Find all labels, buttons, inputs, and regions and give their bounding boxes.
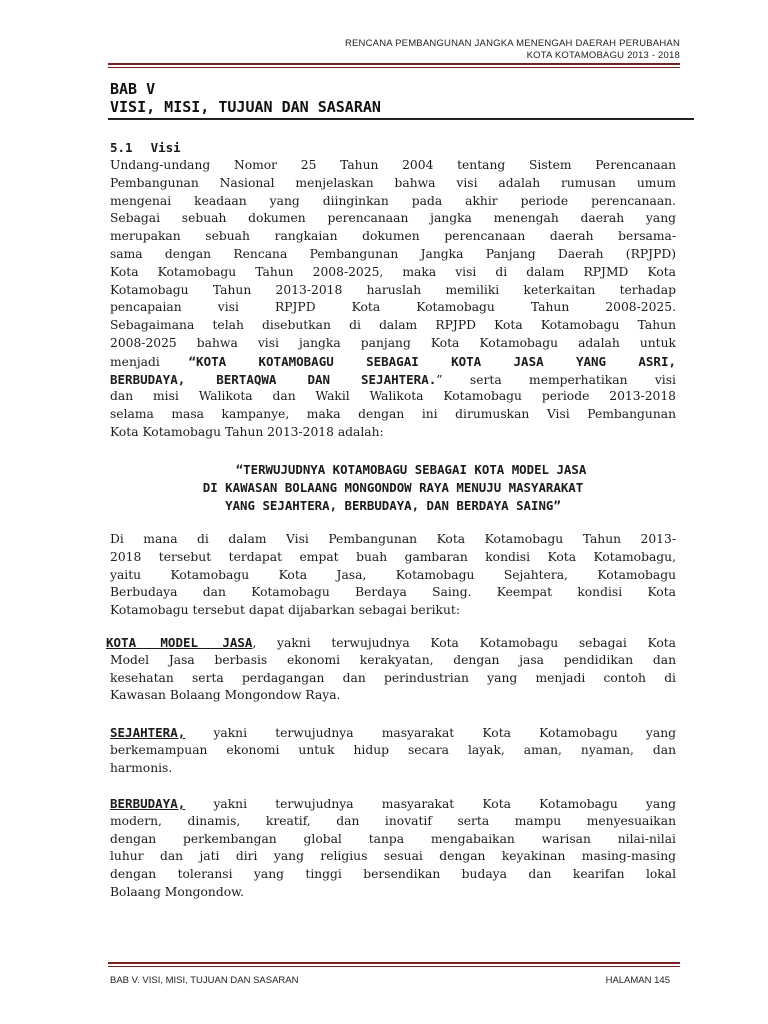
text-line: Undang-undang Nomor 25 Tahun 2004 tentang Sistem Perencanaan xyxy=(110,158,676,172)
text-line: Di mana di dalam Visi Pembangunan Kota Kotamobagu Tahun 2013- xyxy=(110,532,676,546)
long-term-vision-1: “KOTA KOTAMOBAGU SEBAGAI KOTA JASA YANG ASRI, xyxy=(188,353,677,369)
text-line: Sebagaimana telah disebutkan di dalam RPJPD Kota Kotamobagu Tahun xyxy=(110,318,676,333)
text-line: Kota Kotamobagu Tahun 2008-2025, maka visi di dalam RPJMD Kota xyxy=(110,264,676,279)
text-line: Pembangunan Nasional menjelaskan bahwa visi adalah rumusan umum xyxy=(110,175,676,190)
text-line: Kawasan Bolaang Mongondow Raya. xyxy=(110,688,341,703)
text-line: sama dengan Rencana Pembangunan Jangka Panjang Daerah (RPJPD) xyxy=(110,246,676,261)
footer-rule-thin xyxy=(108,966,680,967)
text-line: harmonis. xyxy=(110,760,173,775)
header-line-1: RENCANA PEMBANGUNAN JANGKA MENENGAH DAERAH PERUBAHAN xyxy=(344,38,680,49)
text-line: dengan toleransi yang tinggi bersendikan budaya dan kearifan lokal xyxy=(110,867,676,882)
chapter-title: VISI, MISI, TUJUAN DAN SASARAN xyxy=(110,98,381,116)
text-line: merupakan sebuah rangkaian dokumen perencanaan daerah bersama- xyxy=(110,229,676,244)
text-line: 2008-2025 bahwa visi jangka panjang Kota Kotamobagu adalah untuk xyxy=(110,335,676,350)
text-line: Bolaang Mongondow. xyxy=(110,884,245,899)
footer-chapter: BAB V. VISI, MISI, TUJUAN DAN SASARAN xyxy=(110,975,299,986)
section-heading xyxy=(110,140,181,155)
item-term: KOTA MODEL JASA xyxy=(106,635,253,650)
chapter-heading xyxy=(110,80,381,116)
header-rule-thin xyxy=(108,67,680,68)
header-line-2: KOTA KOTAMOBAGU 2013 - 2018 xyxy=(526,50,680,61)
intro-paragraph xyxy=(110,157,676,442)
item-berbudaya xyxy=(110,795,676,902)
text-line: pencapaian visi RPJPD Kota Kotamobagu Tahun 2008-2025. xyxy=(110,300,676,315)
item-sejahtera xyxy=(110,724,676,777)
text-line: Sebagai sebuah dokumen perencanaan jangka menengah daerah yang xyxy=(110,211,676,226)
text-line: Berbudaya dan Kotamobagu Berdaya Saing. Keempat kondisi Kota xyxy=(110,585,676,600)
vision-line: YANG SEJAHTERA, BERBUDAYA, DAN BERDAYA SAING” xyxy=(225,498,561,513)
text-line-vision: menjadi “KOTA KOTAMOBAGU SEBAGAI KOTA JASA YANG ASRI, xyxy=(110,353,677,369)
text-line: dan misi Walikota dan Wakil Walikota Kotamobagu periode 2013-2018 xyxy=(110,389,676,404)
item-first-line: KOTA MODEL JASA, yakni terwujudnya Kota Kotamobagu sebagai Kota xyxy=(106,635,676,650)
chapter-number: BAB V xyxy=(110,80,156,98)
text-line: mengenai keadaan yang diinginkan pada akhir periode perencanaan. xyxy=(110,193,676,208)
vision-statement xyxy=(108,461,678,515)
section-title: Visi xyxy=(150,140,181,155)
long-term-vision-2: BERBUDAYA, BERTAQWA DAN SEJAHTERA. xyxy=(110,371,437,387)
text-line: Kota Kotamobagu Tahun 2013-2018 adalah: xyxy=(110,424,384,439)
vision-line: “TERWUJUDNYA KOTAMOBAGU SEBAGAI KOTA MODEL JASA xyxy=(235,462,587,477)
text-line: Kotamobagu Tahun 2013-2018 haruslah memiliki keterkaitan terhadap xyxy=(110,282,676,297)
text-line: selama masa kampanye, maka dengan ini dirumuskan Visi Pembangunan xyxy=(110,407,676,422)
section-number: 5.1 xyxy=(110,140,133,155)
text-line: dengan perkembangan global tanpa mengabaikan warisan nilai-nilai xyxy=(110,831,676,846)
text-line: 2018 tersebut terdapat empat buah gambaran kondisi Kota Kotamobagu, xyxy=(110,549,676,564)
text-line: kesehatan serta perdagangan dan perindustrian yang menjadi contoh di xyxy=(110,670,676,685)
chapter-rule xyxy=(108,118,694,120)
vision-line: DI KAWASAN BOLAANG MONGONDOW RAYA MENUJU MASYARAKAT xyxy=(202,480,584,495)
item-first-line: BERBUDAYA, yakni terwujudnya masyarakat Kota Kotamobagu yang xyxy=(110,796,676,811)
explanation-paragraph xyxy=(110,531,676,620)
footer-rule xyxy=(108,962,680,964)
item-kota-model-jasa xyxy=(106,634,676,705)
text-line: berkemampuan ekonomi untuk hidup secara layak, aman, nyaman, dan xyxy=(110,742,676,757)
page-number: HALAMAN 145 xyxy=(605,975,670,986)
text-line: yaitu Kotamobagu Kota Jasa, Kotamobagu Sejahtera, Kotamobagu xyxy=(110,567,676,582)
item-first-line: SEJAHTERA, yakni terwujudnya masyarakat Kota Kotamobagu yang xyxy=(110,725,676,740)
text-line: luhur dan jati diri yang religius sesuai dengan keyakinan masing-masing xyxy=(110,849,676,864)
text-line-vision: BERBUDAYA, BERTAQWA DAN SEJAHTERA.” serta memperhatikan visi xyxy=(110,371,676,387)
item-term: BERBUDAYA, xyxy=(110,796,186,811)
text-line: modern, dinamis, kreatif, dan inovatif serta mampu menyesuaikan xyxy=(110,813,676,828)
text-line: Kotamobagu tersebut dapat dijabarkan sebagai berikut: xyxy=(110,603,460,618)
item-term: SEJAHTERA, xyxy=(110,725,186,740)
text-line: Model Jasa berbasis ekonomi kerakyatan, dengan jasa pendidikan dan xyxy=(110,652,676,667)
header-rule xyxy=(108,63,680,65)
